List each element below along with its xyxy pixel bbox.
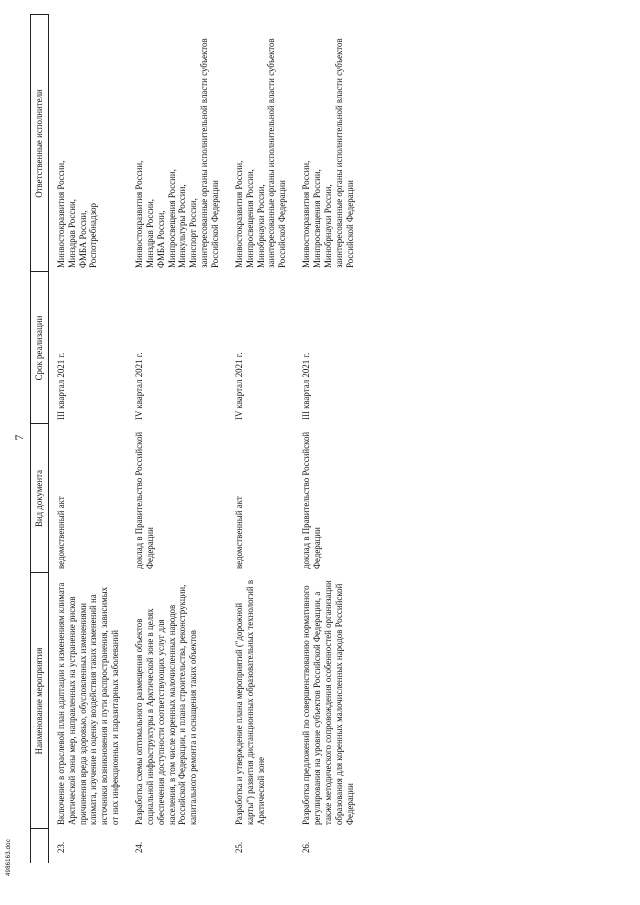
table-row <box>294 15 361 863</box>
header-deadline: Срок реализации <box>31 272 49 424</box>
row-number: 25. <box>233 841 244 853</box>
row-measure-name: Включение в отраслевой план адаптации к изменениям климата Арктической зоны мер, направленных на устранение рисков причинения вреда здоровью, обусловленных изменениями климата, изучение и оценку воздействия таких изменений на источники возникновения и пути распространения, зависимых от них инфекционных и паразитарных заболеваний <box>55 582 121 825</box>
header-measure-name: Наименование мероприятия <box>31 573 49 829</box>
header-number <box>31 829 49 863</box>
document-reference: 4986163.doc <box>6 839 12 876</box>
row-number: 26. <box>301 841 312 853</box>
row-executors: Минвостокразвития России, Минздрав России, ФМБА России, Минпросвещения России, Минкультуры России, Минспорт России, заинтересованные органы исполнительной власти субъектов Российской Федерации <box>134 38 221 268</box>
page-number: 7 <box>12 434 26 441</box>
row-number: 23. <box>55 841 66 853</box>
table-row <box>127 15 227 863</box>
row-document-type: ведомственный акт <box>233 496 244 569</box>
row-measure-name: Разработка и утверждение плана мероприятий ("дорожной карты") развития дистанционных образовательных технологий в Арктической зоне <box>233 579 266 825</box>
row-document-type: доклад в Правительство Российской Федерации <box>301 431 323 569</box>
table-row <box>227 15 294 863</box>
table-row <box>48 15 127 863</box>
row-deadline: IV квартал 2021 г. <box>233 352 244 420</box>
row-deadline: III квартал 2021 г. <box>301 352 312 420</box>
row-document-type: ведомственный акт <box>55 496 66 569</box>
row-measure-name: Разработка схемы оптимального размещения объектов социальной инфраструктуры в Арктической зоне в целях обеспечения доступности соответствующих услуг для населения, в том числе коренных малочисленных народов Российской Федерации, и плана строительства, реконструкции, капитального ремонта и оснащения таких объектов <box>134 584 199 825</box>
row-measure-name: Разработка предложений по совершенствованию нормативного регулирования на уровне субъектов Российской Федерации, а также методического сопровождения особенностей организации образования для коренных малочисленных народов Российской Федерации <box>301 580 355 825</box>
row-document-type: доклад в Правительство Российской Федерации <box>134 431 155 569</box>
row-executors: Минвостокразвития России, Минпросвещения России, Минобрнауки России, заинтересованные органы исполнительной власти субъектов Российской Федерации <box>301 38 355 268</box>
row-deadline: III квартал 2021 г. <box>55 352 66 420</box>
header-executors: Ответственные исполнители <box>31 15 49 272</box>
measures-table <box>30 15 361 864</box>
row-executors: Минвостокразвития России, Минпросвещения России, Минобрнауки России, заинтересованные органы исполнительной власти субъектов Российской Федерации <box>233 38 288 268</box>
header-document-type: Вид документа <box>31 424 49 573</box>
row-number: 24. <box>134 841 145 853</box>
table-header-row <box>31 15 49 863</box>
row-deadline: IV квартал 2021 г. <box>134 352 145 420</box>
row-executors: Минвостокразвития России, Минздрав России, ФМБА России, Роспотребнадзор <box>55 160 99 268</box>
